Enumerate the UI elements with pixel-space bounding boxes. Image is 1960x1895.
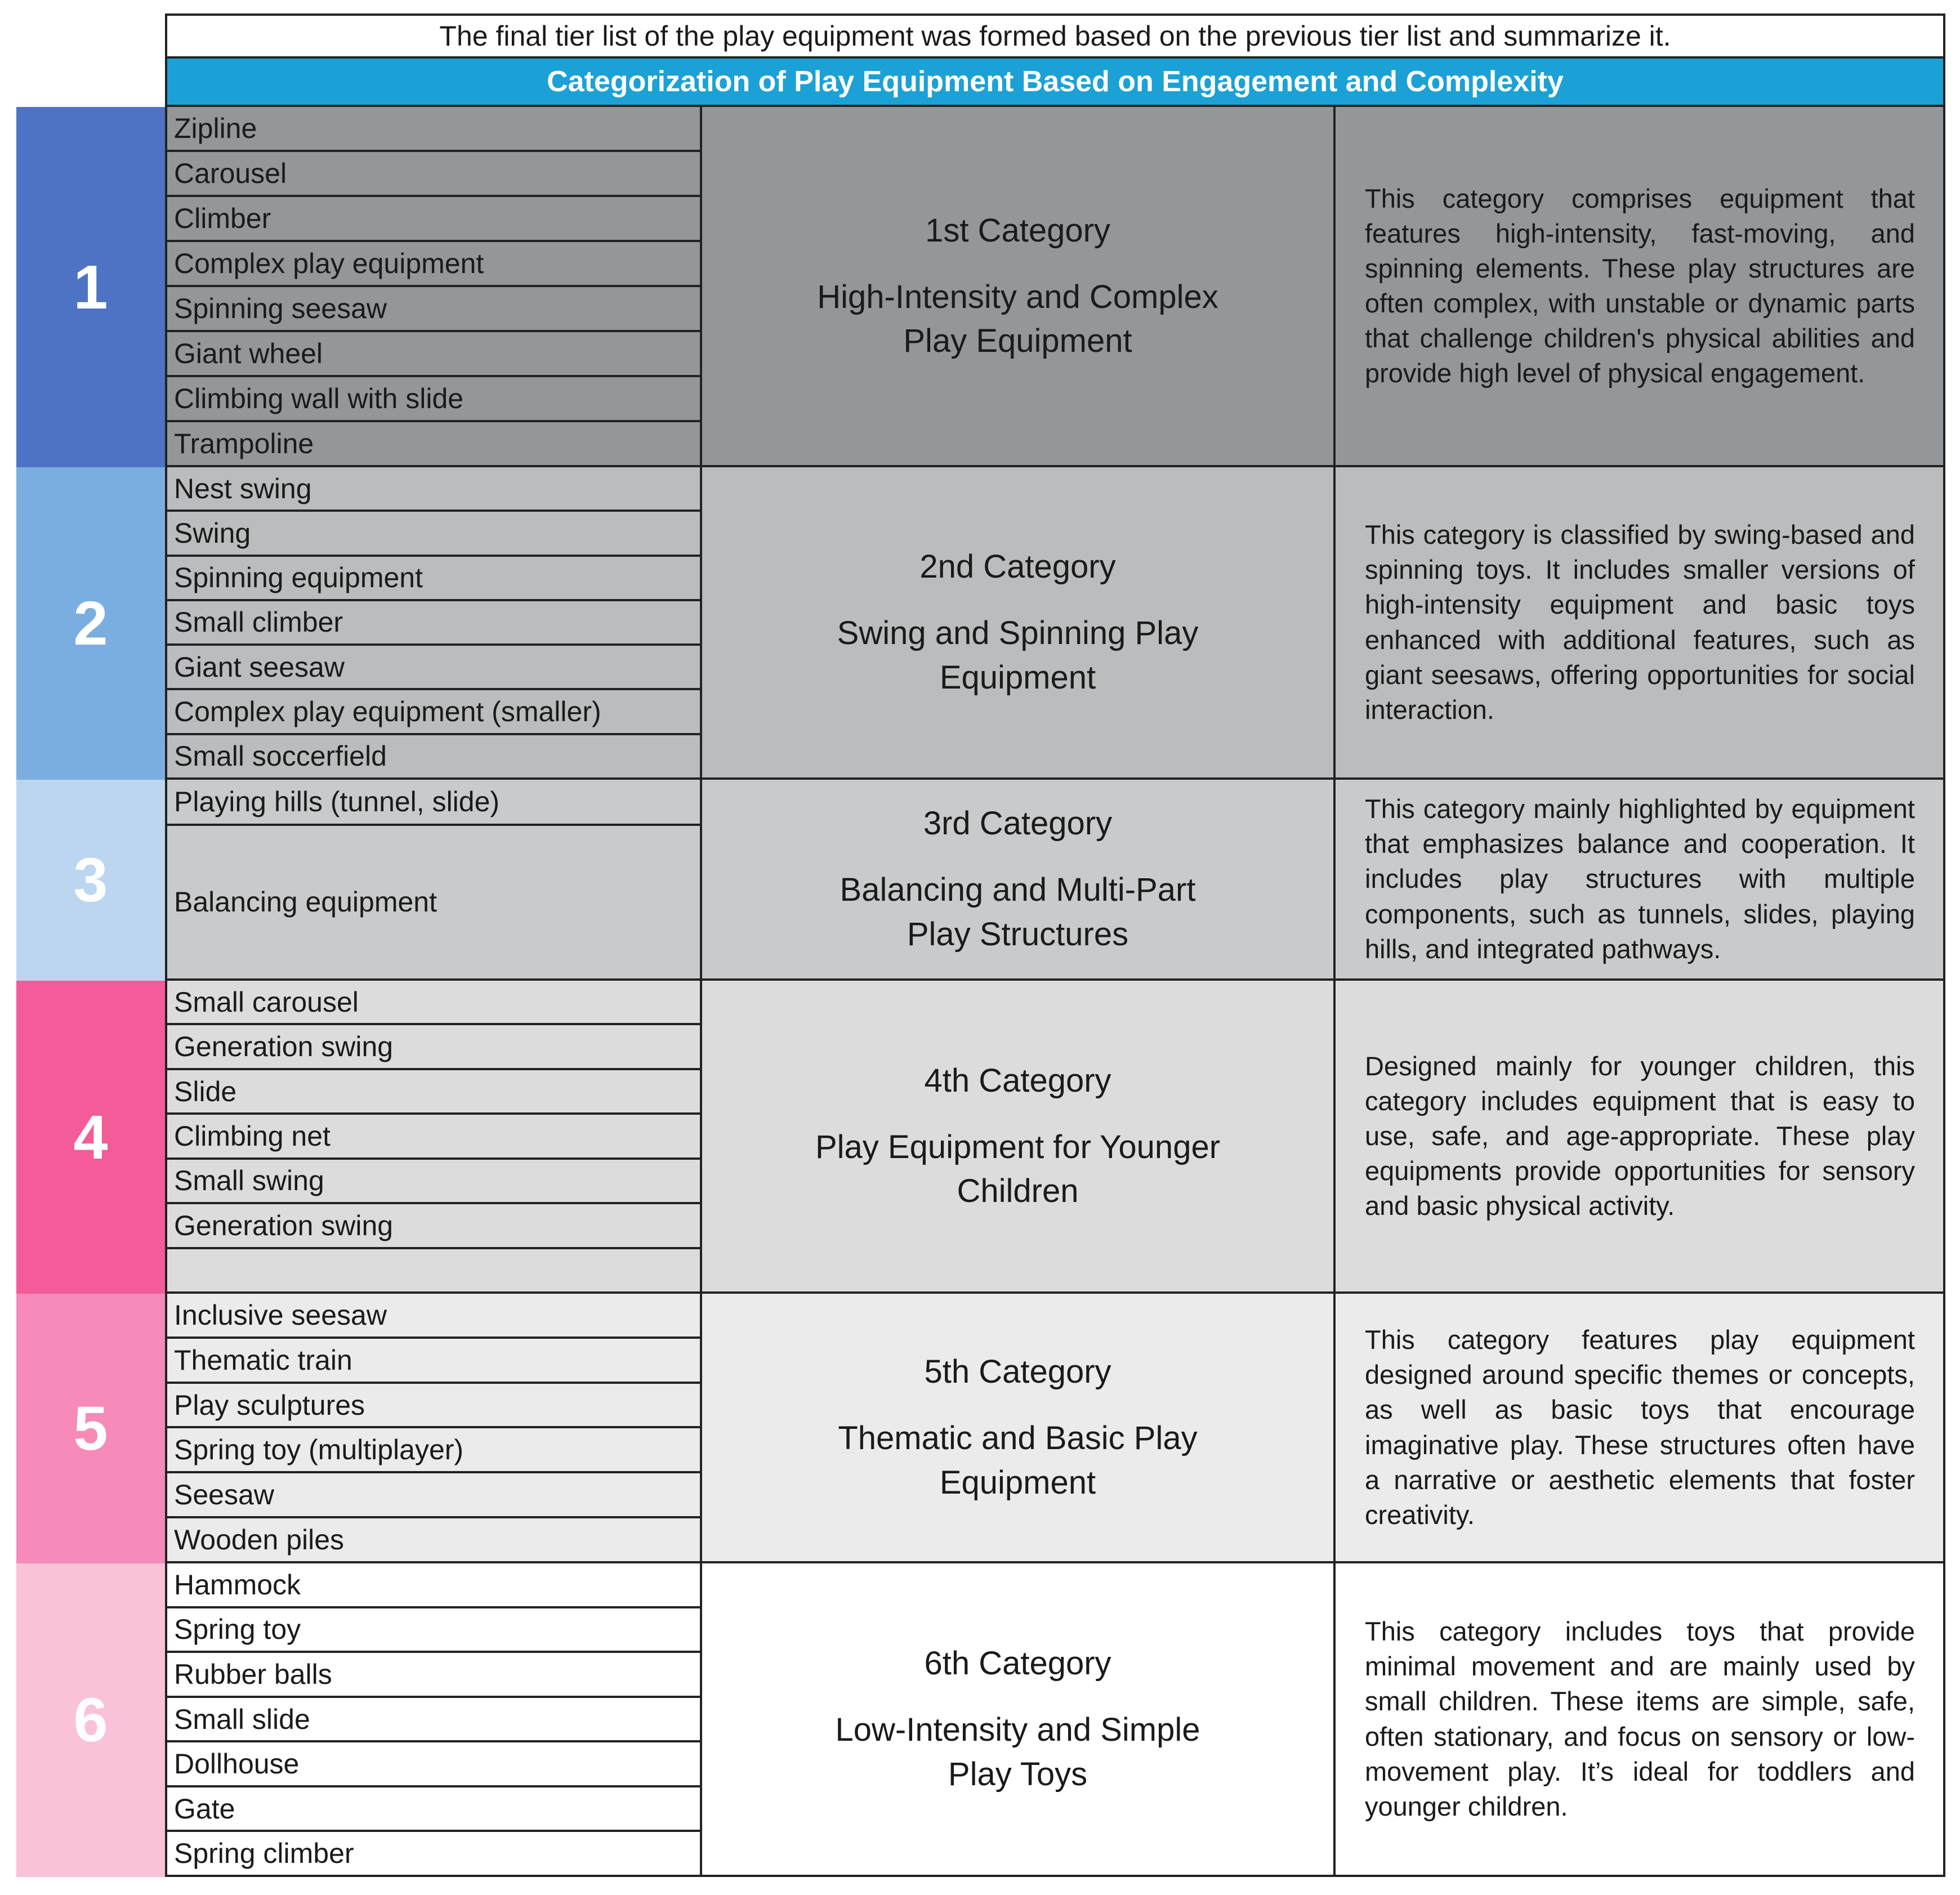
category-cell	[702, 467, 1336, 777]
equipment-item: Complex play equipment	[167, 242, 700, 287]
category-title: Balancing and Multi-Part Play Structures	[840, 871, 1196, 953]
tier-row-4	[165, 981, 1945, 1294]
category-description	[1336, 1294, 1943, 1561]
equipment-item: Playing hills (tunnel, slide)	[167, 780, 700, 826]
equipment-item: Carousel	[167, 152, 700, 197]
tier-label-3: 3	[16, 780, 165, 981]
equipment-item: Climber	[167, 197, 700, 242]
equipment-list	[167, 107, 702, 465]
category-number: 5th Category	[924, 1353, 1111, 1391]
equipment-item: Spinning equipment	[167, 557, 700, 601]
description-text: This category features play equipment designed around specific themes or concepts, as well as basic toys that encourage imaginative play. These structures often have a narrative or aesthetic elements that foster creativity.	[1365, 1325, 1915, 1530]
category-description	[1336, 107, 1943, 465]
category-cell	[702, 1294, 1336, 1561]
equipment-item: Climbing net	[167, 1115, 700, 1159]
equipment-item: Small climber	[167, 601, 700, 646]
tier-row-2	[165, 467, 1945, 780]
description-text: This category comprises equipment that features high-intensity, fast-moving, and spinning elements. These play structures are often complex, with unstable or dynamic parts that challenge children's physical abilities and provide high level of physical engagement.	[1365, 183, 1915, 388]
category-title: Play Equipment for Younger Children	[815, 1128, 1221, 1210]
tier-label-2: 2	[16, 467, 165, 780]
equipment-item: Wooden piles	[174, 1524, 345, 1556]
category-description	[1336, 467, 1943, 777]
equipment-item: Gate	[167, 1787, 700, 1833]
category-description	[1336, 1563, 1943, 1875]
equipment-item: Climbing wall with slide	[167, 377, 700, 422]
equipment-item: Hammock	[167, 1563, 700, 1608]
tier-label-6: 6	[16, 1563, 165, 1877]
category-cell	[702, 780, 1336, 978]
category-title: Thematic and Basic Play Equipment	[838, 1420, 1198, 1501]
description-text: This category includes toys that provide minimal movement and are mainly used by small children. These items are simple, safe, often stationary, and focus on sensory or low-movement play. It’s ideal for toddlers and younger children.	[1365, 1616, 1915, 1821]
tier-label-1: 1	[16, 107, 165, 467]
equipment-item: Seesaw	[167, 1473, 700, 1518]
equipment-item: Giant wheel	[167, 332, 700, 377]
category-number: 2nd Category	[919, 548, 1116, 586]
equipment-item: Small swing	[167, 1160, 700, 1204]
equipment-item: Generation swing	[167, 1025, 700, 1070]
equipment-item: Small slide	[167, 1698, 700, 1743]
description-text: This category is classified by swing-based and spinning toys. It includes smaller versions of high-intensity equipment and basic toys enhanced with additional features, such as giant seesaws, offering opportunities for social interaction.	[1365, 520, 1915, 725]
equipment-item: Swing	[167, 512, 700, 556]
equipment-item: Complex play equipment (smaller)	[167, 690, 700, 735]
category-cell	[702, 1563, 1336, 1875]
equipment-item: Trampoline	[174, 428, 314, 459]
tier-row-6	[165, 1563, 1945, 1877]
tier-label-5: 5	[16, 1294, 165, 1563]
category-number: 1st Category	[925, 212, 1110, 249]
category-number: 6th Category	[924, 1645, 1111, 1682]
category-cell	[702, 981, 1336, 1291]
tier-row-5	[165, 1294, 1945, 1563]
category-description	[1336, 981, 1943, 1291]
equipment-item: Spring climber	[174, 1838, 354, 1870]
description-text: This category mainly highlighted by equipment that emphasizes balance and cooperation. It includes play structures with multiple components, such as tunnels, slides, playing hills, and integrated pathways.	[1365, 794, 1915, 964]
category-title: Swing and Spinning Play Equipment	[837, 615, 1199, 696]
equipment-item: Nest swing	[167, 467, 700, 512]
equipment-list	[167, 981, 702, 1291]
category-description	[1336, 780, 1943, 978]
description-text: Designed mainly for younger children, this category includes equipment that is easy to use, safe, and age-appropriate. These play equipments provide opportunities for sensory and basic physical activity.	[1365, 1051, 1915, 1221]
equipment-item: Inclusive seesaw	[167, 1294, 700, 1339]
equipment-list	[167, 1563, 702, 1875]
equipment-item	[167, 1249, 700, 1291]
category-title: High-Intensity and Complex Play Equipment	[817, 278, 1218, 360]
equipment-item: Spring toy	[167, 1608, 700, 1653]
category-cell	[702, 107, 1336, 465]
equipment-item: Balancing equipment	[174, 886, 437, 918]
equipment-item: Dollhouse	[167, 1742, 700, 1787]
equipment-item: Giant seesaw	[167, 646, 700, 690]
equipment-item: Thematic train	[167, 1339, 700, 1384]
tier-label-4: 4	[16, 981, 165, 1294]
tier-row-3	[165, 780, 1945, 981]
equipment-item: Slide	[167, 1070, 700, 1115]
equipment-item: Small carousel	[167, 981, 700, 1025]
equipment-item: Spinning seesaw	[167, 287, 700, 332]
equipment-item: Play sculptures	[167, 1384, 700, 1429]
equipment-list	[167, 467, 702, 777]
equipment-list	[167, 780, 702, 978]
equipment-item: Small soccerfield	[174, 740, 387, 772]
table-header: Categorization of Play Equipment Based on Engagement and Complexity	[165, 59, 1945, 107]
tier-row-1	[165, 107, 1945, 467]
category-number: 4th Category	[924, 1062, 1111, 1099]
category-number: 3rd Category	[923, 805, 1113, 842]
equipment-item: Generation swing	[167, 1204, 700, 1249]
category-title: Low-Intensity and Simple Play Toys	[835, 1711, 1200, 1793]
equipment-item: Spring toy (multiplayer)	[167, 1428, 700, 1473]
table-caption: The final tier list of the play equipment was formed based on the previous tier list and summarize it.	[165, 14, 1945, 59]
equipment-list	[167, 1294, 702, 1561]
equipment-item: Rubber balls	[167, 1653, 700, 1698]
equipment-item: Zipline	[167, 107, 700, 152]
